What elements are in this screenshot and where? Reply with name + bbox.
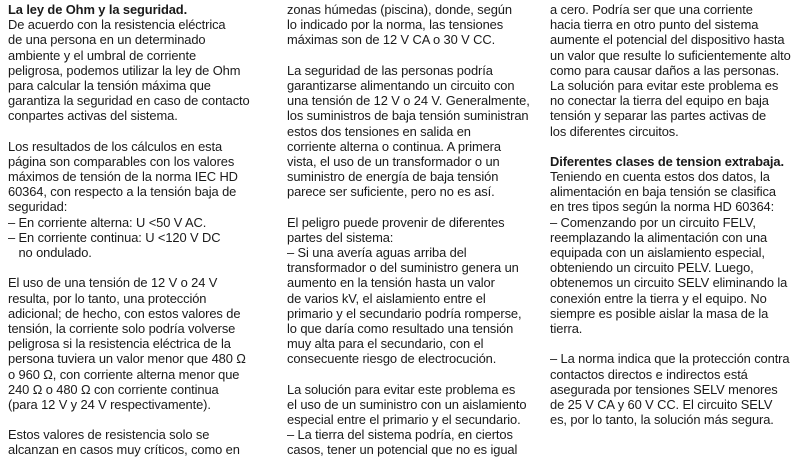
- text-line: máximos de tensión de la norma IEC HD: [8, 169, 238, 185]
- text-line: peligrosa, podemos utilizar la ley de Ohm: [8, 62, 241, 78]
- text-line: persona tuviera un valor menor que 480 Ω: [8, 351, 246, 367]
- paragraph: [8, 2, 263, 124]
- text-line: o 960 Ω, con corriente alterna menor que: [8, 366, 240, 382]
- paragraph-gap: [8, 412, 263, 427]
- text-line: – En corriente alterna: U <50 V AC.: [8, 214, 207, 230]
- paragraph: [287, 215, 539, 367]
- text-line: conexión entre la tierra y el equipo. No: [550, 290, 767, 306]
- text-line: los suministros de baja tensión suministran: [287, 108, 529, 124]
- text-line: contactos directos e indirectos está: [550, 366, 748, 382]
- text-line: asegurada por tensiones SELV menores: [550, 381, 778, 397]
- text-line: resulta, por lo tanto, una protección: [8, 290, 207, 306]
- text-line: no ondulado.: [8, 245, 92, 260]
- paragraph-gap: [8, 124, 263, 139]
- text-line: conpartes activas del sistema.: [8, 108, 178, 124]
- text-line: a cero. Podría ser que una corriente: [550, 2, 753, 17]
- text-column-1: [8, 2, 263, 458]
- text-line: máximas son de 12 V CA o 30 V CC.: [287, 32, 496, 48]
- text-line: transformador o del suministro genera un: [287, 260, 519, 276]
- section-heading: Diferentes clases de tension extrabaja.: [550, 153, 784, 169]
- text-line: los diferentes circuitos.: [550, 123, 679, 139]
- text-line: página son comparables con los valores: [8, 153, 235, 169]
- section-heading: La ley de Ohm y la seguridad.: [8, 2, 188, 17]
- text-line: de 25 V CA y 60 V CC. El circuito SELV: [550, 396, 773, 412]
- text-line: de una persona en un determinado: [8, 32, 206, 48]
- text-column-3: [550, 2, 800, 427]
- text-line: 60364, con respecto a la tensión baja de: [8, 184, 237, 200]
- text-line: ambiente y el umbral de corriente: [8, 47, 197, 63]
- text-line: – La tierra del sistema podría, en ciertos: [287, 427, 513, 443]
- text-line: La solución para evitar este problema es: [550, 77, 779, 93]
- text-line: vista, el uso de un transformador o un: [287, 153, 500, 169]
- paragraph-gap: [550, 336, 800, 351]
- text-line: El uso de una tensión de 12 V o 24 V: [8, 275, 218, 291]
- text-line: siempre es posible aislar la masa de la: [550, 305, 769, 321]
- paragraph: [8, 427, 263, 457]
- text-line: La solución para evitar este problema es: [287, 381, 516, 397]
- text-line: no conectar la tierra del equipo en baja: [550, 93, 769, 109]
- text-line: lo que daría como resultado una tensión: [287, 320, 514, 336]
- text-line: aumente el potencial del dispositivo hasta: [550, 32, 785, 48]
- text-line: – Comenzando por un circuito FELV,: [550, 214, 756, 230]
- text-line: alcanzan en casos muy críticos, como en: [8, 442, 240, 458]
- text-line: es, por lo tanto, la solución más segura.: [550, 412, 774, 428]
- text-line: 240 Ω o 480 Ω con corriente continua: [8, 381, 219, 397]
- paragraph-gap: [287, 367, 539, 382]
- text-line: seguridad:: [8, 199, 68, 215]
- text-line: parece ser suficiente, pero no es así.: [287, 184, 495, 200]
- paragraph: [8, 139, 263, 261]
- text-line: Estos valores de resistencia solo se: [8, 427, 210, 443]
- text-line: De acuerdo con la resistencia eléctrica: [8, 17, 226, 33]
- text-line: adicional; de hecho, con estos valores de: [8, 305, 241, 321]
- text-line: garantiza la seguridad en caso de contacto: [8, 93, 250, 109]
- paragraph-gap: [550, 139, 800, 154]
- text-line: – En corriente continua: U <120 V DC: [8, 229, 221, 245]
- text-line: equipada con un aislamiento especial,: [550, 245, 765, 260]
- text-line: de varios kV, el aislamiento entre el: [287, 290, 486, 306]
- text-line: estos dos tensiones en salida en: [287, 123, 471, 139]
- text-line: muy alta para el secundario, con el: [287, 336, 484, 352]
- text-line: Teniendo en cuenta estos dos datos, la: [550, 169, 770, 185]
- text-line: La seguridad de las personas podría: [287, 62, 493, 78]
- text-line: alimentación en baja tensión se clasifica: [550, 184, 776, 200]
- paragraph-gap: [8, 260, 263, 275]
- text-line: Los resultados de los cálculos en esta: [8, 138, 223, 154]
- text-line: tensión y separar las partes activas de: [550, 108, 767, 124]
- paragraph: [287, 2, 539, 48]
- paragraph-gap: [287, 199, 539, 214]
- text-line: especial entre el primario y el secundario.: [287, 412, 521, 428]
- text-line: lo indicado por la norma, las tensiones: [287, 17, 504, 33]
- text-line: un valor que resulte lo suficientemente alto: [550, 47, 791, 63]
- text-line: hacia tierra en otro punto del sistema: [550, 17, 759, 33]
- text-line: garantizarse alimentando un circuito con: [287, 77, 515, 93]
- paragraph-gap: [287, 48, 539, 63]
- text-column-2: [287, 2, 539, 458]
- text-line: tensión, la corriente solo podría volverse: [8, 320, 236, 336]
- text-line: una tensión de 12 V o 24 V. Generalmente,: [287, 93, 530, 109]
- text-line: – La norma indica que la protección contra: [550, 351, 790, 367]
- text-line: obtenemos un circuito SELV eliminando la: [550, 275, 788, 291]
- text-line: tierra.: [550, 320, 583, 336]
- paragraph: [550, 2, 800, 139]
- paragraph: [287, 382, 539, 458]
- text-line: (para 12 V y 24 V respectivamente).: [8, 396, 211, 412]
- text-line: consecuente riesgo de electrocución.: [287, 351, 497, 367]
- text-line: – Si una avería aguas arriba del: [287, 245, 467, 260]
- paragraph: [550, 154, 800, 336]
- text-line: el uso de un suministro con un aislamiento: [287, 396, 527, 412]
- paragraph: [550, 351, 800, 427]
- text-line: como para causar daños a las personas.: [550, 62, 780, 78]
- paragraph: [8, 275, 263, 412]
- text-line: reemplazando la alimentación con una: [550, 229, 768, 245]
- paragraph: [287, 63, 539, 200]
- text-line: aumento en la tensión hasta un valor: [287, 275, 495, 291]
- text-line: para calcular la tensión máxima que: [8, 77, 211, 93]
- text-line: zonas húmedas (piscina), donde, según: [287, 2, 512, 17]
- text-line: El peligro puede provenir de diferentes: [287, 214, 505, 230]
- text-line: casos, tener un potencial que no es igual: [287, 442, 518, 458]
- text-line: en tres tipos según la norma HD 60364:: [550, 199, 775, 215]
- text-line: partes del sistema:: [287, 229, 394, 245]
- text-line: corriente alterna o continua. A primera: [287, 138, 501, 154]
- text-line: suministro de energía de baja tensión: [287, 169, 499, 185]
- text-line: peligrosa si la resistencia eléctrica de la: [8, 336, 231, 352]
- text-line: primario y el secundario podría romperse,: [287, 305, 522, 321]
- text-line: obteniendo un circuito PELV. Luego,: [550, 260, 754, 276]
